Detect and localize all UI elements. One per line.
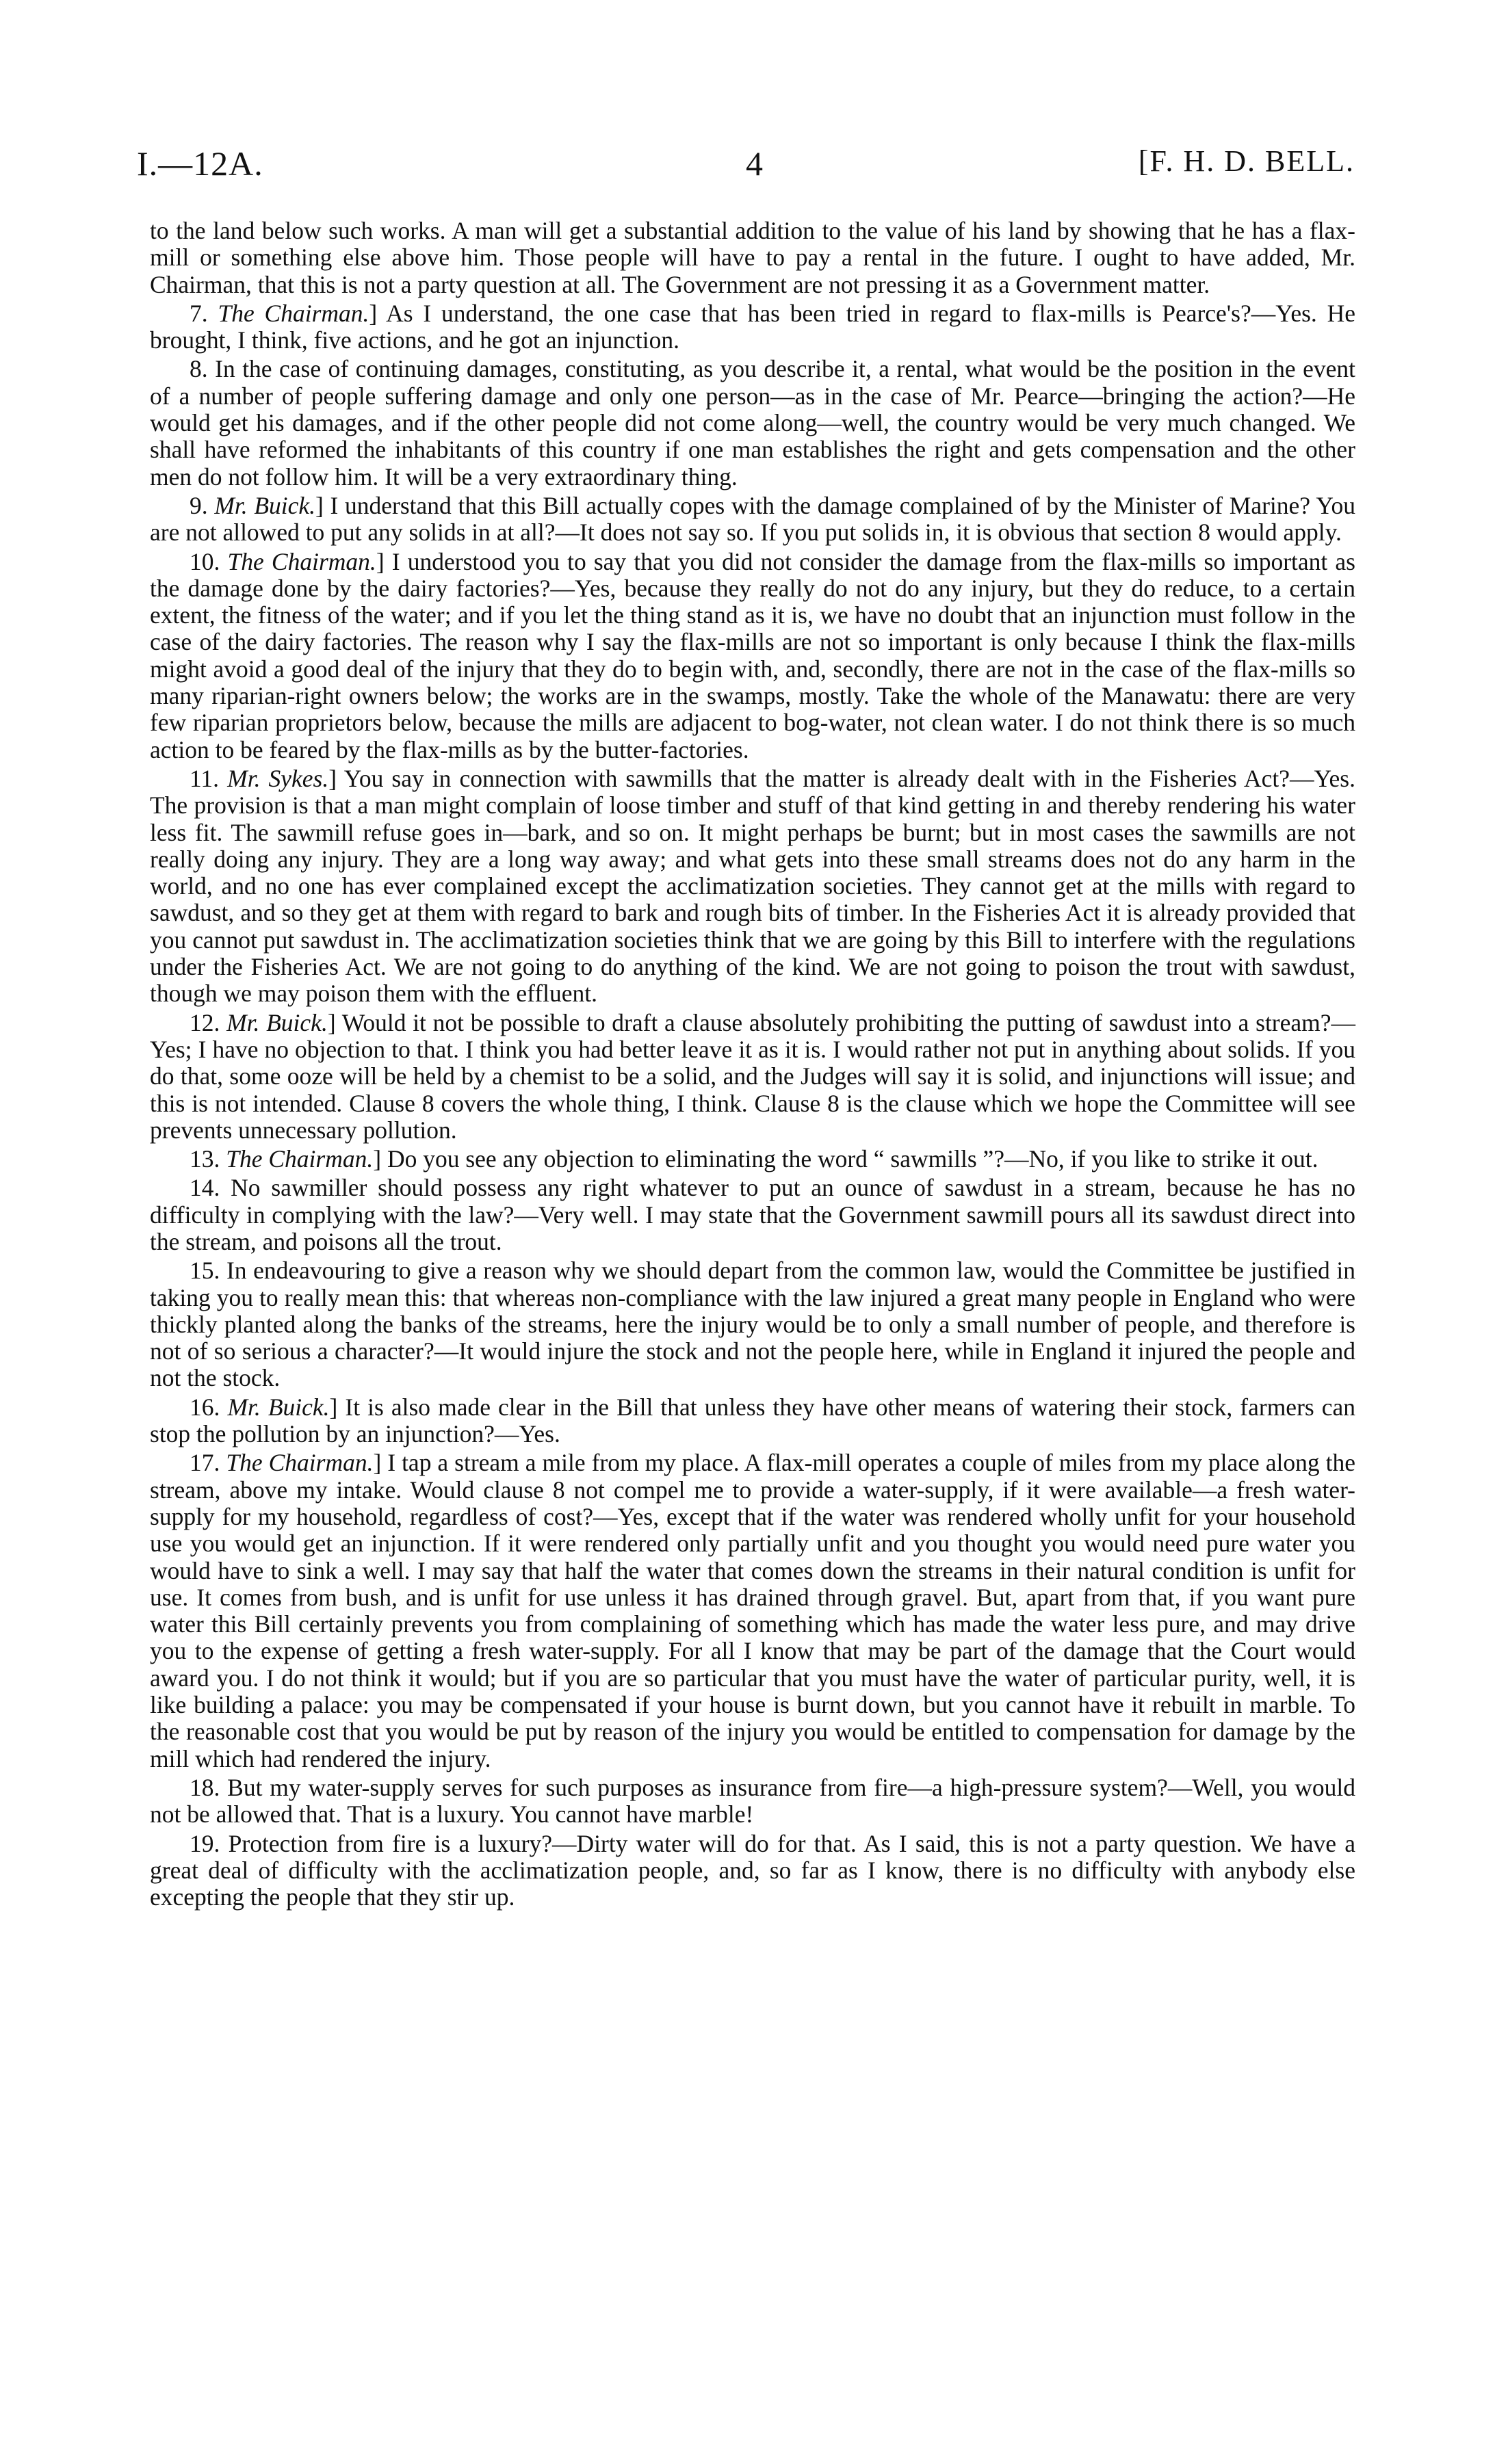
paper-reference: I.—12A. [137,144,263,183]
question-number: 16. [190,1393,220,1421]
speaker-name: The Chairman. [227,547,376,575]
paragraph-text: to the land below such works. A man will get a substantial addition to the value of his land by showing that he has a flax-mill or something else above him. Those people will have to pay a rental in the future. I ought to have added, Mr. Chairman, that this is not a party question at all. The Government are not pressing it as a Government matter. [150,217,1355,298]
question-number: 9. [190,491,208,519]
speaker-name: The Chairman. [226,1449,374,1477]
page-header [137,144,1355,192]
paragraph-text: ] Do you see any objection to eliminating the word “ sawmills ”?—No, if you like to strike it out. [373,1145,1318,1173]
evidence-paragraph [150,1257,1355,1391]
paragraph-text: ] You say in connection with sawmills that the matter is already dealt with in the Fisheries Act?—Yes. The provision is that a man might complain of loose timber and stuff of that kind getting in and thereby rendering his water less fit. The sawmill refuse goes in—bark, and so on. It might perhaps be burnt; but in most cases the sawmills are not really doing any injury. They are a long way away; and what gets into these small streams does not do any harm in the world, and no one has ever complained except the acclimatization societies. They cannot get at the mills with regard to sawdust, and so they get at them with regard to bark and rough bits of timber. In the Fisheries Act it is already provided that you cannot put sawdust in. The acclimatization societies think that we are going by this Bill to interfere with the regulations under the Fisheries Act. We are not going to do anything of the kind. We are not going to poison the trout with sawdust, though we may poison them with the effluent. [150,764,1355,1008]
question-number: 14. [190,1174,220,1202]
evidence-paragraph [150,1394,1355,1448]
speaker-name: Mr. Buick. [214,491,316,519]
speaker-name: The Chairman. [218,299,369,327]
evidence-body [150,218,1355,1913]
evidence-paragraph [150,493,1355,547]
evidence-paragraph [150,1774,1355,1829]
page-number: 4 [746,144,763,183]
question-number: 18. [190,1773,220,1801]
evidence-paragraph [150,1450,1355,1772]
speaker-name: Mr. Buick. [227,1393,330,1421]
question-number: 8. [190,355,208,383]
evidence-paragraph [150,1146,1355,1172]
speaker-name: Mr. Buick. [226,1008,328,1036]
question-number: 15. [190,1257,220,1285]
paragraph-text: Protection from fire is a luxury?—Dirty water will do for that. As I said, this is not a party question. We have a great deal of difficulty with the acclimatization people, and, so far as I know, there is no difficulty with anybody else excepting the people that they stir up. [150,1829,1355,1911]
evidence-paragraph [150,218,1355,298]
speaker-name: The Chairman. [226,1145,374,1173]
evidence-paragraph [150,1010,1355,1144]
evidence-paragraph [150,1831,1355,1911]
question-number: 7. [190,299,208,327]
paragraph-text: But my water-supply serves for such purposes as insurance from fire—a high-pressure system?—Well, you would not be allowed that. That is a luxury. You cannot have marble! [150,1773,1355,1829]
paragraph-text: ] It is also made clear in the Bill that unless they have other means of watering their stock, farmers can stop the pollution by an injunction?—Yes. [150,1393,1356,1448]
speaker-name: Mr. Sykes. [227,764,329,792]
evidence-paragraph [150,549,1355,763]
evidence-paragraph [150,300,1355,354]
paragraph-text: In the case of continuing damages, constituting, as you describe it, a rental, what would be the position in the event of a number of people suffering damage and only one person—as in the case of Mr. Pearce—bringing the action?—He would get his damages, and if the other people did not come along—well, the country would be very much changed. We shall have reformed the inhabitants of this country if one man establishes the right and gets compensation and the other men do not follow him. It will be a very extraordinary thing. [150,355,1356,490]
evidence-paragraph [150,356,1355,490]
question-number: 12. [190,1008,220,1036]
paragraph-text: In endeavouring to give a reason why we should depart from the common law, would the Committee be justified in taking you to really mean this: that whereas non-compliance with the law injured a great many people in England who were thickly planted along the banks of the streams, here the injury would be to only a small number of people, and therefore is not of so serious a character?—It would injure the stock and not the people here, while in England it injured the people and not the stock. [150,1257,1355,1392]
question-number: 17. [190,1449,220,1477]
paragraph-text: ] Would it not be possible to draft a clause absolutely prohibiting the putting of sawdust into a stream?—Yes; I have no objection to that. I think you had better leave it as it is. I would rather not put in anything about solids. If you do that, some ooze will be held by a chemist to be a solid, and the Judges will say it is solid, and injunctions will issue; and this is not intended. Clause 8 covers the whole thing, I think. Clause 8 is the clause which we hope the Committee will see prevents unnecessary pollution. [150,1008,1356,1144]
paragraph-text: ] I understood you to say that you did not consider the damage from the flax-mills so important as the damage done by the dairy factories?—Yes, because they really do not do any injury, but they do reduce, to a certain extent, the fitness of the water; and if you let the thing stand as it is, we have no doubt that an injunction must follow in the case of the dairy factories. The reason why I say the flax-mills are not so important is only because I think the flax-mills might avoid a good deal of the injury that they do to begin with, and, secondly, there are not in the case of the flax-mills so many riparian-right owners below; the works are in the swamps, mostly. Take the whole of the Manawatu: there are very few riparian proprietors below, because the mills are adjacent to bog-water, not clean water. I do not think there is so much action to be feared by the flax-mills as by the butter-factories. [150,547,1355,763]
witness-name: [F. H. D. BELL. [1138,144,1355,178]
paragraph-text: ] I tap a stream a mile from my place. A flax-mill operates a couple of miles from my place along the stream, above my intake. Would clause 8 not compel me to provide a water-supply, if it were available—a fresh water-supply for my household, regardless of cost?—Yes, except that if the water was rendered wholly unfit for your household use you would get an injunction. If it were rendered only partially unfit and you thought you would need pure water you would have to sink a well. I may say that half the water that comes down the streams in their natural condition is unfit for use. It comes from bush, and is unfit for use unless it has drained through gravel. But, apart from that, if you want pure water this Bill certainly prevents you from complaining of something which has made the water less pure, and may drive you to the expense of getting a fresh water-supply. For all I know that may be part of the damage that the Court would award you. I do not think it would; but if you are so particular that you must have the water of particular purity, well, it is like building a palace: you may be compensated if your house is burnt down, but you cannot have it rebuilt in marble. To the reasonable cost that you would be put by reason of the injury you would be entitled to compensation for damage by the mill which had rendered the injury. [150,1449,1356,1772]
paragraph-text: ] As I understand, the one case that has been tried in regard to flax-mills is Pearce's?—Yes. He brought, I think, five actions, and he got an injunction. [150,299,1355,354]
evidence-paragraph [150,1175,1355,1255]
question-number: 10. [190,547,220,575]
paragraph-text: ] I understand that this Bill actually copes with the damage complained of by the Minister of Marine? You are not allowed to put any solids in at all?—It does not say so. If you put solids in, it is obvious that section 8 would apply. [150,491,1355,547]
question-number: 19. [190,1829,220,1857]
question-number: 13. [190,1145,220,1173]
question-number: 11. [190,764,220,792]
evidence-paragraph [150,765,1355,1008]
paragraph-text: No sawmiller should possess any right whatever to put an ounce of sawdust in a stream, because he has no difficulty in complying with the law?—Very well. I may state that the Government sawmill pours all its sawdust direct into the stream, and poisons all the trout. [150,1174,1355,1255]
